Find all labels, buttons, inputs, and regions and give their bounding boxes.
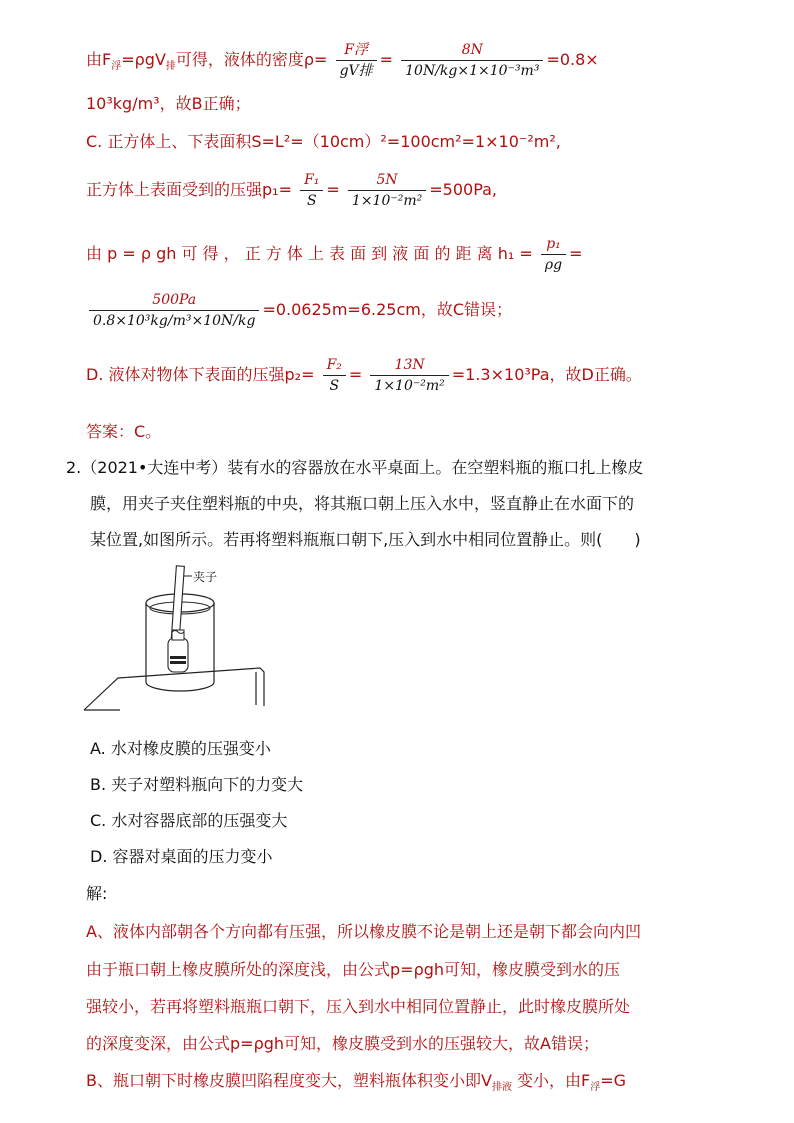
denominator: S: [306, 193, 317, 209]
text: =G: [600, 1071, 627, 1090]
option-a: A. 水对橡皮膜的压强变小: [90, 739, 271, 758]
text: =: [569, 244, 583, 263]
subscript: 排液: [491, 1082, 512, 1093]
solution-line-7: D. 液体对物体下表面的压强p₂= $\frac{\text{F₂}}{S}$ = $\frac{13N}{\text{1×10⁻²m²}}$ =1.3×10³Pa，故D正确。: [86, 357, 642, 394]
fraction: [336, 40, 377, 81]
option-b: B. 夹子对塑料瓶向下的力变大: [90, 775, 304, 794]
numerator: p₁: [541, 234, 566, 255]
numerator: 13N: [370, 355, 448, 376]
numerator: F₂: [323, 355, 346, 376]
text: =0.8×: [546, 50, 599, 69]
solution-2-label: 解:: [86, 884, 108, 903]
solution-line-2: 10³kg/m³，故B正确；: [86, 94, 251, 113]
question-2-line-3: 某位置,如图所示。若再将塑料瓶瓶口朝下,压入到水中相同位置静止。则( ): [90, 530, 641, 549]
solution-2-line-5: [86, 1070, 626, 1099]
fraction: [541, 234, 566, 275]
option-c: C. 水对容器底部的压强变大: [90, 811, 288, 830]
text: 正方体上表面受到的压强p₁=: [86, 180, 292, 199]
bottle-body: [168, 638, 188, 672]
subscript: 排: [165, 61, 176, 72]
denominator: ρg: [544, 257, 563, 273]
text: 可得，液体的密度ρ=: [175, 50, 328, 69]
clip-jaw: [170, 656, 186, 659]
text: B、瓶口朝下时橡皮膜凹陷程度变大，塑料瓶体积变小即V: [86, 1071, 492, 1090]
solution-line-4: 正方体上表面受到的压强p₁= $\frac{\text{F₁}}{S}$ = $\frac{5N}{\text{1×10⁻²m²}}$ =500Pa,: [86, 172, 498, 209]
denominator: S: [329, 378, 340, 394]
numerator: 8N: [401, 40, 543, 61]
fraction: [401, 40, 543, 81]
text: 由 p = ρ gh 可 得 ， 正 方 体 上 表 面 到 液 面 的 距 离 h₁ =: [86, 244, 533, 263]
text: 变小，由F: [511, 1071, 591, 1090]
text: =0.0625m=6.25cm，故C错误；: [262, 300, 513, 319]
fraction: [348, 170, 426, 211]
solution-2-line-2: 由于瓶口朝上橡皮膜所处的深度浅，由公式p=ρgh可知，橡皮膜受到水的压: [86, 960, 621, 979]
denominator: 10N/kg×1×10⁻³m³: [405, 63, 540, 79]
denominator: 1×10⁻²m²: [374, 378, 445, 394]
text: =ρgV: [121, 50, 166, 69]
clip-jaw: [170, 661, 186, 664]
question-2-line-1: 2.（2021•大连中考）装有水的容器放在水平桌面上。在空塑料瓶的瓶口扎上橡皮: [66, 458, 644, 477]
denominator: 0.8×10³kg/m³×10N/kg: [93, 313, 256, 329]
solution-line-1: 由$F_浮=\rho gV_排$可得，液体的密度ρ= $\frac{\text{F浮}}{\text{gV排}}$ = $\frac{8N}{\text{10N/kg×1×10⁻³m³}}$ =0.8×: [86, 42, 599, 79]
solution-line-3: C. 正方体上、下表面积S=L²=（10cm）²=100cm²=1×10⁻²m²,: [86, 132, 561, 151]
denominator: 1×10⁻²m²: [351, 193, 423, 209]
answer-line: 答案：C。: [86, 422, 162, 441]
solution-line-5: [86, 234, 583, 275]
numerator: 500Pa: [89, 290, 259, 311]
numerator: F₁: [300, 170, 323, 191]
fraction: [323, 355, 346, 396]
option-d: D. 容器对桌面的压力变小: [90, 847, 273, 866]
solution-2-line-3: 强较小，若再将塑料瓶瓶口朝下，压入到水中相同位置静止，此时橡皮膜所处: [86, 997, 631, 1016]
subscript: 浮: [590, 1082, 601, 1093]
question-2-line-2: 膜，用夹子夹住塑料瓶的中央，将其瓶口朝上压入水中，竖直静止在水面下的: [90, 494, 635, 513]
solution-2-line-1: A、液体内部朝各个方向都有压强，所以橡皮膜不论是朝上还是朝下都会向内凹: [86, 922, 641, 941]
numerator: F浮: [336, 40, 377, 61]
text: D. 液体对物体下表面的压强p₂=: [86, 365, 315, 384]
clip-label: 夹子: [193, 570, 218, 584]
fraction: [370, 355, 448, 396]
text: 由F: [86, 50, 112, 69]
numerator: 5N: [348, 170, 426, 191]
text: =500Pa,: [429, 180, 498, 199]
fraction: [300, 170, 323, 211]
solution-2-line-4: 的深度变深，由公式p=ρgh可知，橡皮膜受到水的压强较大，故A错误；: [86, 1034, 599, 1053]
beaker-bottom: [146, 682, 214, 691]
clip: [171, 566, 184, 638]
figure-container-with-bottle: [80, 560, 280, 720]
text: =1.3×10³Pa，故D正确。: [451, 365, 642, 384]
subscript: 浮: [111, 61, 122, 72]
table-outline: [84, 668, 264, 710]
solution-line-6: [86, 290, 512, 331]
denominator: gV排: [339, 63, 373, 79]
fraction: [89, 290, 259, 331]
